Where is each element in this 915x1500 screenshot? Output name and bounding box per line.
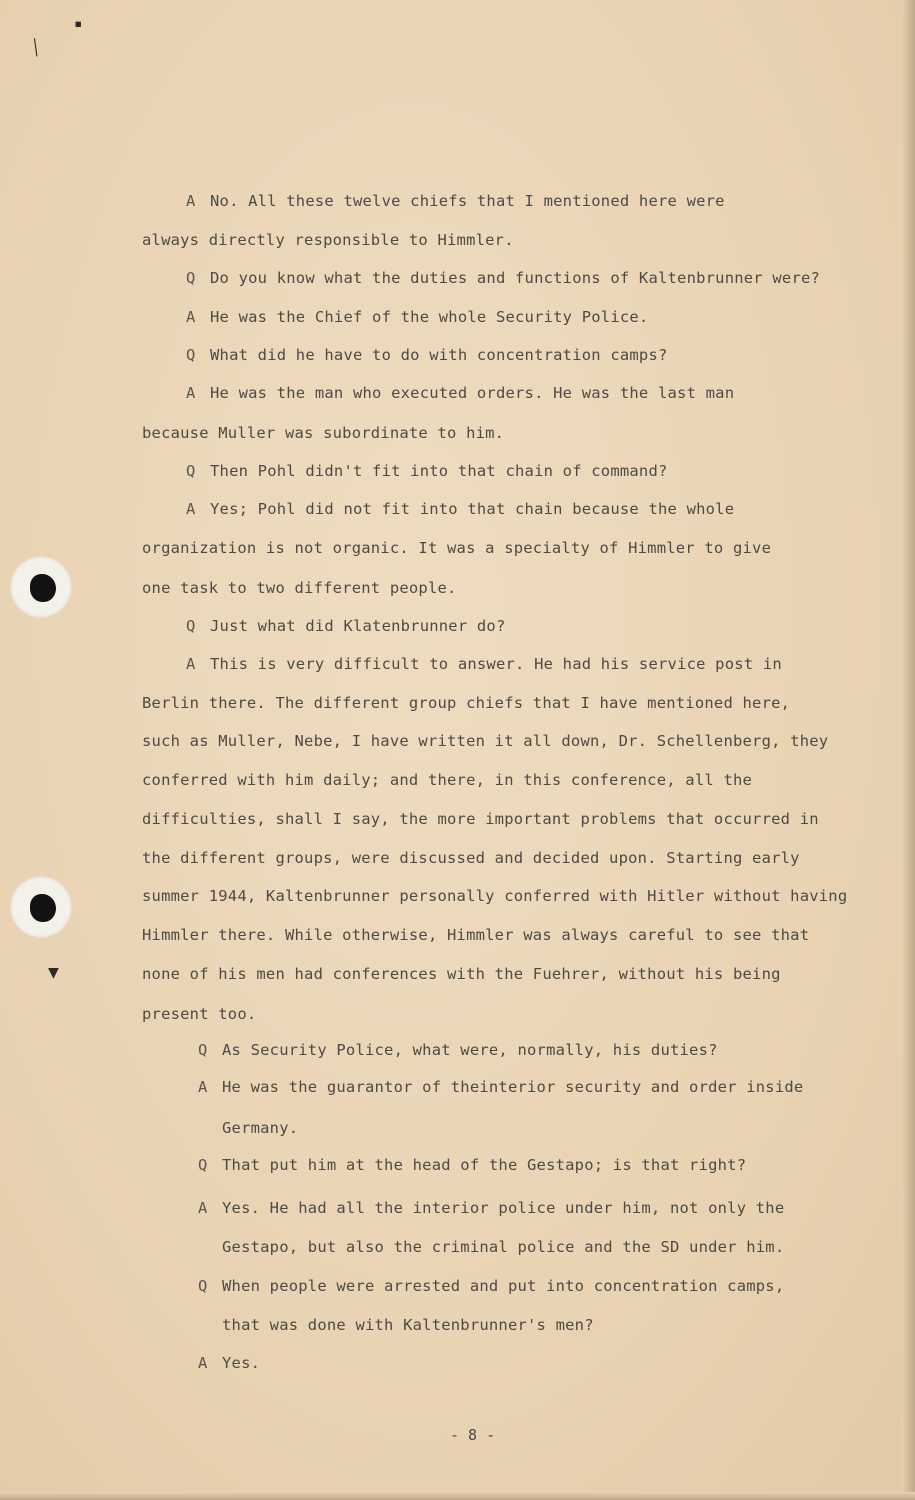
line-text: Gestapo, but also the criminal police and the SD under him.	[222, 1238, 785, 1256]
transcript-line	[198, 1078, 803, 1096]
line-text: Himmler there. While otherwise, Himmler was always careful to see that	[142, 926, 810, 944]
line-text: Germany.	[222, 1119, 299, 1137]
speaker-label: A	[186, 500, 196, 518]
line-text: none of his men had conferences with the Fuehrer, without his being	[142, 965, 781, 983]
speaker-label: Q	[198, 1041, 208, 1059]
line-text: That put him at the head of the Gestapo; is that right?	[222, 1156, 747, 1174]
speaker-label: A	[198, 1078, 208, 1096]
line-text: organization is not organic. It was a specialty of Himmler to give	[142, 539, 772, 557]
page-number: - 8 -	[450, 1426, 496, 1444]
line-text: Then Pohl didn't fit into that chain of command?	[210, 462, 668, 480]
line-text: Just what did Klatenbrunner do?	[210, 617, 506, 635]
transcript-line	[198, 1041, 718, 1059]
transcript-line	[222, 1316, 594, 1334]
transcript-line	[142, 539, 771, 557]
line-text: always directly responsible to Himmler.	[142, 231, 514, 249]
transcript-line	[142, 579, 457, 597]
transcript-line	[142, 231, 514, 249]
speaker-label: Q	[186, 269, 196, 287]
speaker-label: A	[198, 1199, 208, 1217]
line-text: He was the guarantor of theinterior security and order inside	[222, 1078, 804, 1096]
speaker-label: A	[186, 384, 196, 402]
transcript-line	[142, 694, 790, 712]
line-text: Yes; Pohl did not fit into that chain because the whole	[210, 500, 735, 518]
transcript-line	[142, 849, 800, 867]
transcript-line	[142, 887, 847, 905]
line-text: Do you know what the duties and functions of Kaltenbrunner were?	[210, 269, 821, 287]
page-edge-bottom	[0, 1492, 915, 1500]
line-text: because Muller was subordinate to him.	[142, 424, 505, 442]
punch-hole-top	[10, 556, 72, 618]
line-text: He was the Chief of the whole Security Police.	[210, 308, 649, 326]
transcript-line	[198, 1199, 784, 1217]
line-text: summer 1944, Kaltenbrunner personally conferred with Hitler without having	[142, 887, 848, 905]
speaker-label: A	[198, 1354, 208, 1372]
line-text: the different groups, were discussed and decided upon. Starting early	[142, 849, 800, 867]
speaker-label: A	[186, 308, 196, 326]
transcript-line	[186, 192, 725, 210]
transcript-line	[186, 462, 668, 480]
line-text: present too.	[142, 1005, 257, 1023]
punch-hole-bottom	[10, 876, 72, 938]
line-text: such as Muller, Nebe, I have written it all down, Dr. Schellenberg, they	[142, 732, 829, 750]
line-text: difficulties, shall I say, the more important problems that occurred in	[142, 810, 819, 828]
transcript-line	[142, 1005, 256, 1023]
transcript-line	[186, 617, 506, 635]
transcript-line	[142, 810, 819, 828]
speaker-label: Q	[186, 346, 196, 364]
line-text: that was done with Kaltenbrunner's men?	[222, 1316, 594, 1334]
transcript-line	[142, 732, 828, 750]
page-edge-right	[901, 0, 915, 1500]
transcript-line	[186, 655, 782, 673]
transcript-line	[222, 1119, 298, 1137]
line-text: Yes. He had all the interior police under him, not only the	[222, 1199, 785, 1217]
speaker-label: Q	[186, 462, 196, 480]
transcript-line	[186, 384, 734, 402]
transcript-line	[198, 1277, 784, 1295]
line-text: As Security Police, what were, normally, his duties?	[222, 1041, 718, 1059]
transcript-line	[186, 500, 734, 518]
ink-speck: ▪	[74, 16, 83, 32]
speaker-label: A	[186, 655, 196, 673]
speaker-label: Q	[198, 1156, 208, 1174]
line-text: No. All these twelve chiefs that I mentioned here were	[210, 192, 725, 210]
transcript-line	[142, 926, 809, 944]
line-text: Berlin there. The different group chiefs that I have mentioned here,	[142, 694, 791, 712]
transcript-line	[142, 965, 781, 983]
speaker-label: Q	[198, 1277, 208, 1295]
speaker-label: A	[186, 192, 196, 210]
pen-mark: ╱	[28, 39, 45, 57]
transcript-line	[186, 346, 668, 364]
pen-mark: ▼	[48, 962, 59, 983]
speaker-label: Q	[186, 617, 196, 635]
line-text: Yes.	[222, 1354, 261, 1372]
line-text: conferred with him daily; and there, in this conference, all the	[142, 771, 753, 789]
transcript-line	[186, 308, 648, 326]
line-text: one task to two different people.	[142, 579, 457, 597]
transcript-line	[186, 269, 820, 287]
transcript-line	[198, 1156, 746, 1174]
transcript-line	[222, 1238, 784, 1256]
line-text: This is very difficult to answer. He had his service post in	[210, 655, 782, 673]
line-text: When people were arrested and put into concentration camps,	[222, 1277, 785, 1295]
line-text: He was the man who executed orders. He was the last man	[210, 384, 735, 402]
transcript-line	[198, 1354, 260, 1372]
transcript-line	[142, 424, 504, 442]
transcript-line	[142, 771, 752, 789]
line-text: What did he have to do with concentration camps?	[210, 346, 668, 364]
